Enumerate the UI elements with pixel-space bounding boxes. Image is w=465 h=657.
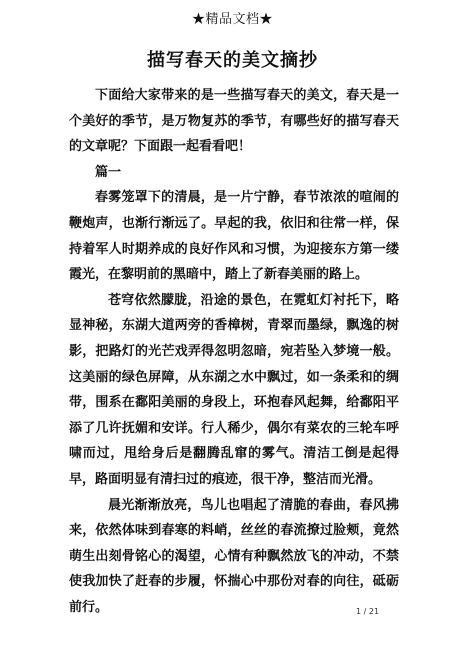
section-heading: 篇一 bbox=[95, 164, 122, 180]
document-body bbox=[69, 83, 399, 620]
intro-paragraph: 下面给大家带来的是一些描写春天的美文，春天是一个美好的季节，是万物复苏的季节，有哪些好的描写春天的文章呢？下面跟一起看看吧！ bbox=[69, 88, 399, 155]
body-paragraph: 晨光渐渐放亮，鸟儿也唱起了清脆的春曲，春风拂来，依然体味到春寒的料峭，丝丝的春流撩过脸颊，竟然萌生出刻骨铭心的渴望，心情有种飘然放飞的冲动，不禁使我加快了赶春的步履，怀揣心中那份对春的向往，砥砺前行。 bbox=[69, 497, 399, 615]
document-title: 描写春天的美文摘抄 bbox=[147, 50, 318, 71]
page-number: 1 / 21 bbox=[356, 607, 380, 616]
body-paragraph: 苍穹依然朦胧，沿途的景色，在霓虹灯衬托下，略显神秘，东湖大道两旁的香樟树，青翠而墨绿，飘逸的树影，把路灯的光芒戏弄得忽明忽暗，宛若坠入梦境一般。这美丽的绿色屏障，从东湖之水中飘过，如一条柔和的绸带，围系在鄱阳美丽的身段上，环抱春风起舞，给鄱阳平添了几许抚媚和安详。行人稀少，偶尔有菜农的三轮车呼啸而过，甩给身后是翻腾乱窜的雾气。清洁工倒是起得早，路面明显有清扫过的痕迹，很干净，整洁而光滑。 bbox=[69, 292, 399, 487]
body-paragraph: 春雾笼罩下的清晨，是一片宁静，春节浓浓的喧闹的鞭炮声，也渐行渐远了。早起的我，依旧和往常一样，保持着军人时期养成的良好作风和习惯，为迎接东方第一缕霞光，在黎明前的黑暗中，踏上了新春美丽的路上。 bbox=[69, 190, 399, 283]
document-header: ★精品文档★ bbox=[191, 12, 273, 27]
